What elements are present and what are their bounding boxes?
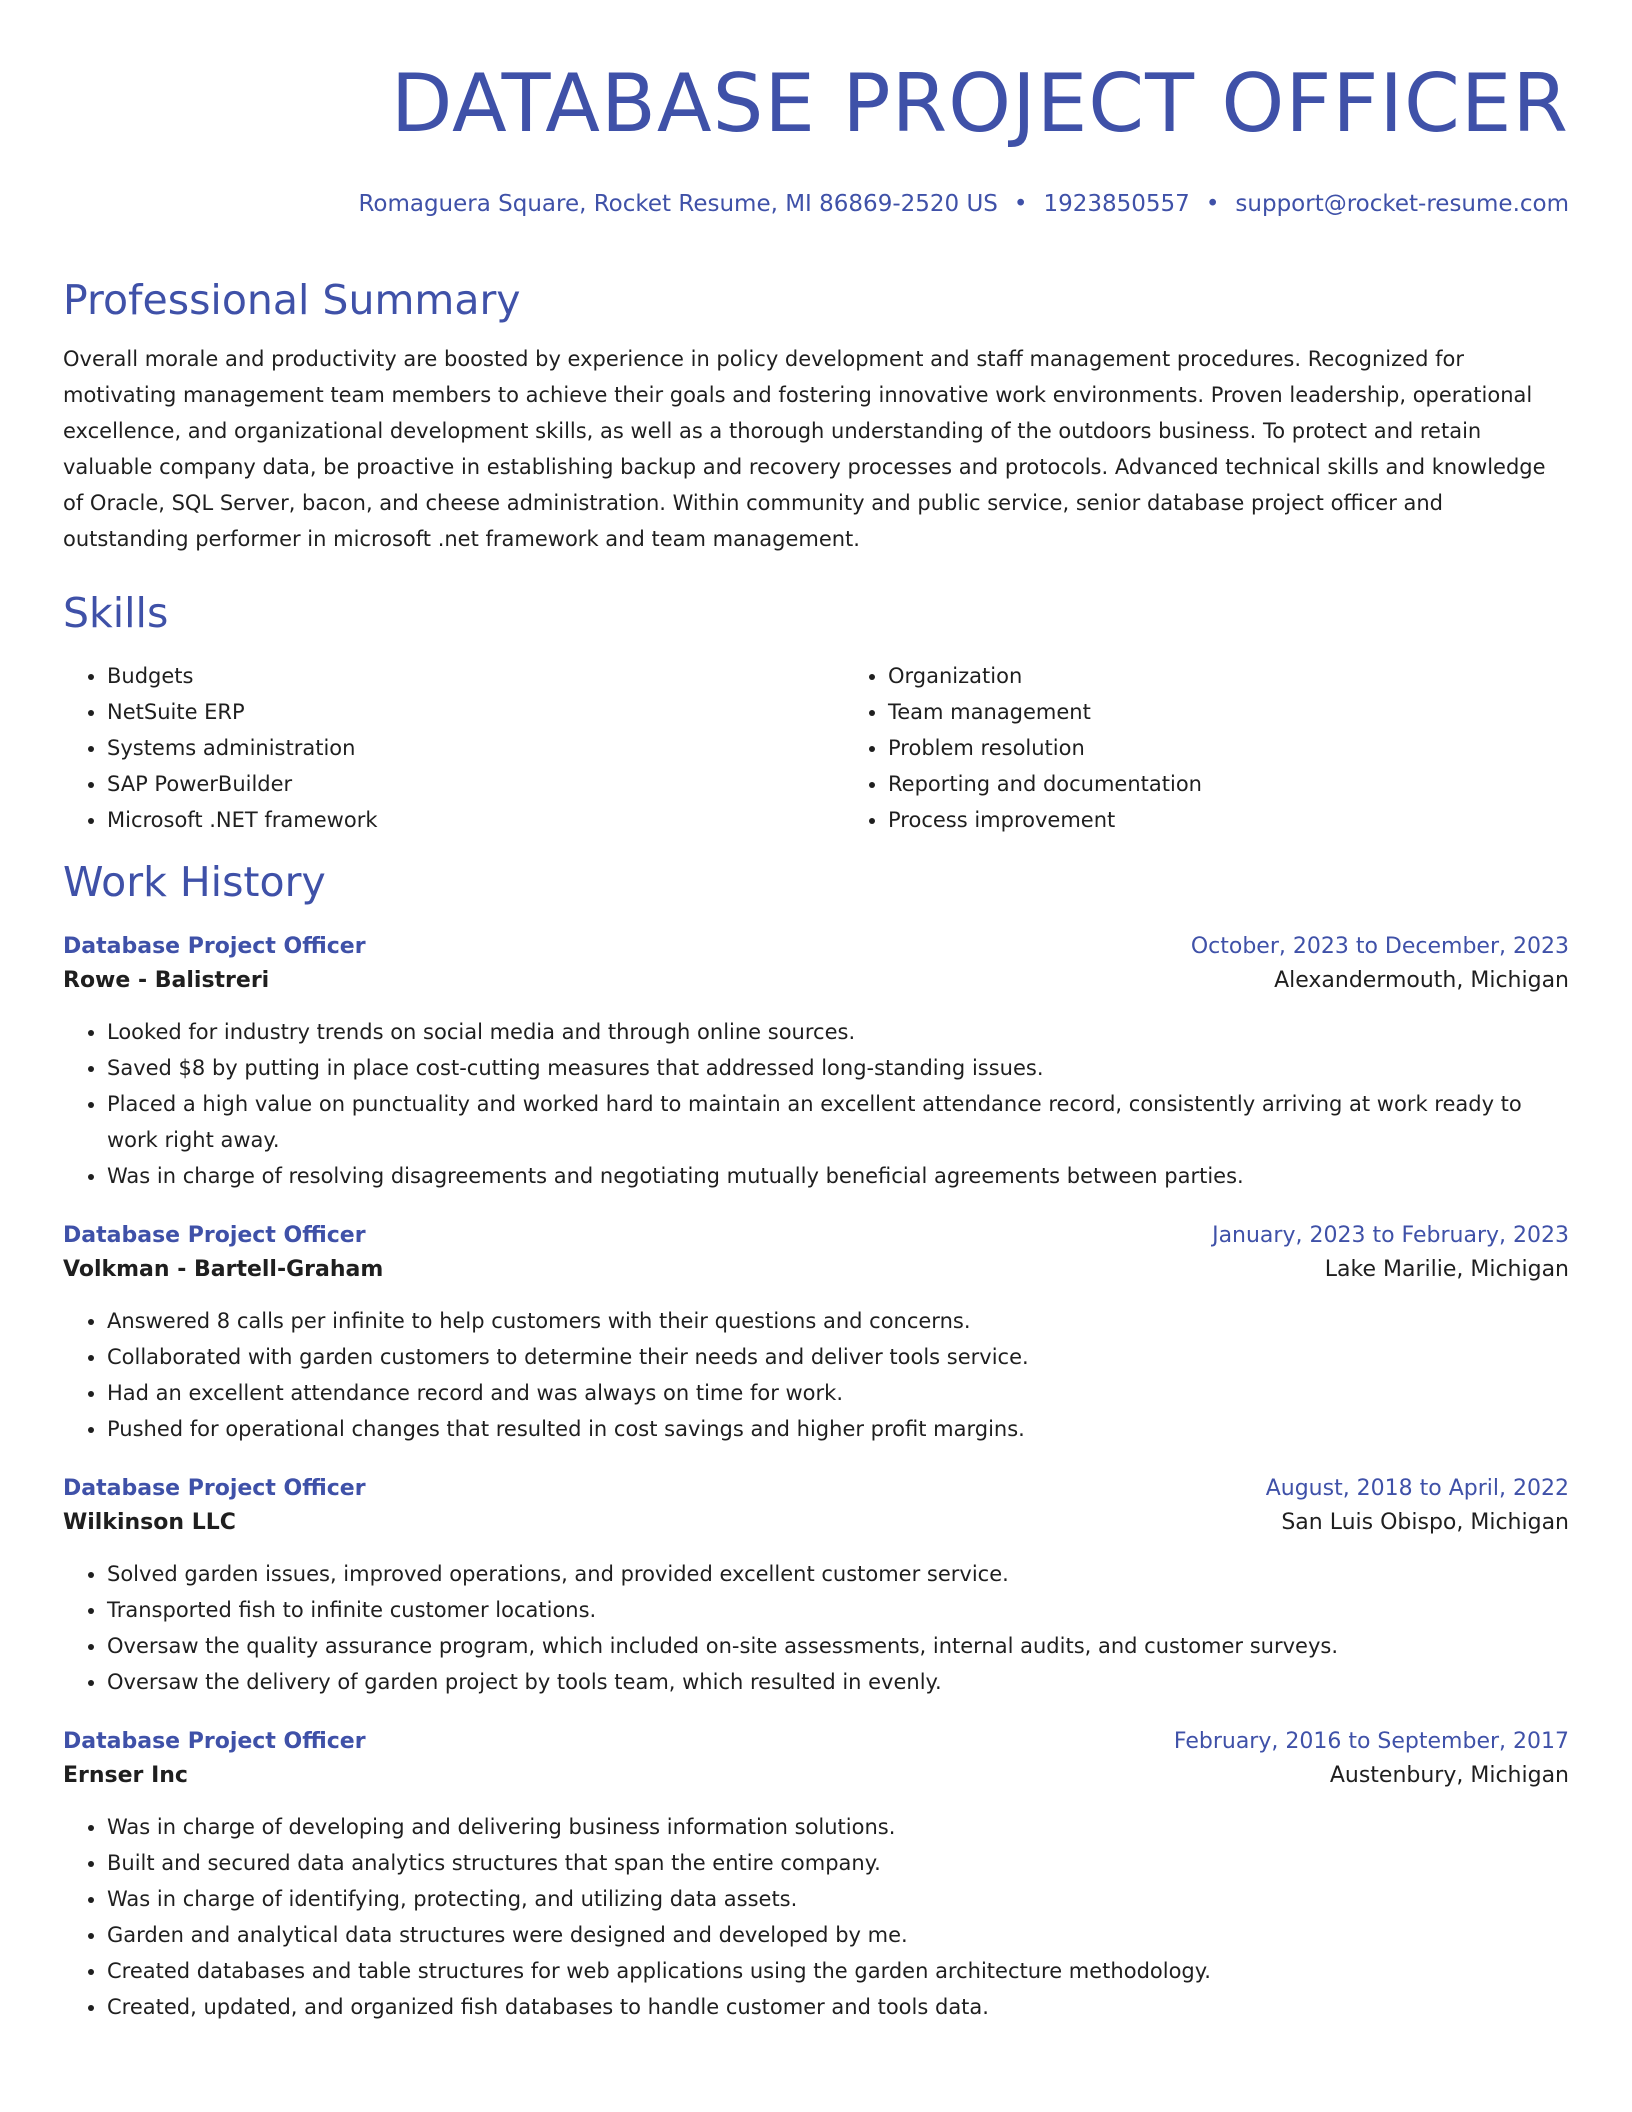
job-entry <box>63 1221 1569 1447</box>
contact-line <box>63 189 1569 219</box>
job-company: Volkman - Bartell-Graham <box>63 1257 384 1282</box>
job-title-row <box>63 932 1569 962</box>
job-title: Database Project Officer <box>63 1223 366 1248</box>
job-bullet: • Collaborated with garden customers to determine their needs and deliver tools service. <box>107 1339 1569 1375</box>
job-bullet: • Was in charge of resolving disagreements and negotiating mutually beneficial agreements between parties. <box>107 1158 1569 1194</box>
job-bullet: • Saved $8 by putting in place cost-cutting measures that addressed long-standing issues. <box>107 1050 1569 1086</box>
job-bullet: • Garden and analytical data structures were designed and developed by me. <box>107 1917 1569 1953</box>
skill-item: • Budgets <box>107 658 844 694</box>
skills-heading: Skills <box>63 589 169 637</box>
job-bullet: • Built and secured data analytics structures that span the entire company. <box>107 1845 1569 1881</box>
job-title-row <box>63 1221 1569 1251</box>
job-company-row <box>63 1504 1569 1542</box>
contact-phone: 1923850557 <box>1043 191 1190 217</box>
job-dates: February, 2016 to September, 2017 <box>1173 1729 1569 1754</box>
contact-address: Romaguera Square, Rocket Resume, MI 86869-2520 US <box>358 191 998 217</box>
job-bullets <box>63 1809 1569 2025</box>
job-dates: August, 2018 to April, 2022 <box>1265 1476 1569 1501</box>
job-bullet: • Transported fish to infinite customer locations. <box>107 1592 1569 1628</box>
contact-separator: • <box>1205 191 1220 217</box>
skill-item: • Reporting and documentation <box>888 766 1625 802</box>
job-location: San Luis Obispo, Michigan <box>1281 1510 1569 1535</box>
skill-item: • Systems administration <box>107 730 844 766</box>
job-entry <box>63 1474 1569 1700</box>
skill-item: • Team management <box>888 694 1625 730</box>
job-bullet: • Created databases and table structures for web applications using the garden architecture methodology. <box>107 1953 1569 1989</box>
job-dates: January, 2023 to February, 2023 <box>1212 1223 1569 1248</box>
job-title: Database Project Officer <box>63 934 366 959</box>
job-company-row <box>63 1757 1569 1795</box>
job-bullet: • Looked for industry trends on social media and through online sources. <box>107 1014 1569 1050</box>
job-bullet: • Was in charge of developing and delivering business information solutions. <box>107 1809 1569 1845</box>
job-dates: October, 2023 to December, 2023 <box>1190 934 1569 959</box>
job-bullets <box>63 1014 1569 1194</box>
summary-heading: Professional Summary <box>63 276 521 324</box>
job-title-row <box>63 1474 1569 1504</box>
skill-item: • Microsoft .NET framework <box>107 802 844 838</box>
job-company: Wilkinson LLC <box>63 1510 236 1535</box>
job-bullet: • Had an excellent attendance record and was always on time for work. <box>107 1375 1569 1411</box>
job-bullet: • Answered 8 calls per infinite to help customers with their questions and concerns. <box>107 1303 1569 1339</box>
job-company-row <box>63 962 1569 1000</box>
page-title: DATABASE PROJECT OFFICER <box>390 57 1569 150</box>
job-bullet: • Created, updated, and organized fish databases to handle customer and tools data. <box>107 1989 1569 2025</box>
job-location: Austenbury, Michigan <box>1329 1763 1569 1788</box>
job-bullets <box>63 1303 1569 1447</box>
contact-email[interactable]: support@rocket-resume.com <box>1235 191 1569 217</box>
job-entry <box>63 932 1569 1194</box>
job-title: Database Project Officer <box>63 1729 366 1754</box>
resume-header <box>63 56 1569 219</box>
skills-list-right <box>844 658 1625 838</box>
job-bullet: • Oversaw the delivery of garden project by tools team, which resulted in evenly. <box>107 1664 1569 1700</box>
job-bullet: • Oversaw the quality assurance program, which included on-site assessments, internal audits, and customer surveys. <box>107 1628 1569 1664</box>
job-company-row <box>63 1251 1569 1289</box>
skill-item: • SAP PowerBuilder <box>107 766 844 802</box>
job-bullet: • Solved garden issues, improved operations, and provided excellent customer service. <box>107 1556 1569 1592</box>
job-location: Alexandermouth, Michigan <box>1274 968 1569 993</box>
skill-item: • NetSuite ERP <box>107 694 844 730</box>
skill-item: • Problem resolution <box>888 730 1625 766</box>
skill-item: • Process improvement <box>888 802 1625 838</box>
skill-item: • Organization <box>888 658 1625 694</box>
job-bullet: • Placed a high value on punctuality and worked hard to maintain an excellent attendance record, consistently arriving at work ready to work right away. <box>107 1086 1569 1158</box>
summary-text: Overall morale and productivity are boosted by experience in policy development and staff management procedures. Recognized for motivating management team members to achieve their goals and fostering innovative work environments. Proven leadership, operational excellence, and organizational development skills, as well as a thorough understanding of the outdoors business. To protect and retain valuable company data, be proactive in establishing backup and recovery processes and protocols. Advanced technical skills and knowledge of Oracle, SQL Server, bacon, and cheese administration. Within community and public service, senior database project officer and outstanding performer in microsoft .net framework and team management. <box>63 347 1546 551</box>
job-company: Rowe - Balistreri <box>63 968 270 993</box>
skills-columns <box>63 658 1569 838</box>
skills-list-left <box>63 658 844 838</box>
skills-section <box>63 588 1569 838</box>
job-company: Ernser Inc <box>63 1763 188 1788</box>
contact-separator: • <box>1013 191 1028 217</box>
work-history-heading: Work History <box>63 858 326 906</box>
job-bullet: • Pushed for operational changes that resulted in cost savings and higher profit margins. <box>107 1411 1569 1447</box>
summary-section <box>63 275 1569 557</box>
work-history-section <box>63 857 1569 2025</box>
job-entry <box>63 1727 1569 2025</box>
job-bullet: • Was in charge of identifying, protecting, and utilizing data assets. <box>107 1881 1569 1917</box>
job-title: Database Project Officer <box>63 1476 366 1501</box>
job-location: Lake Marilie, Michigan <box>1324 1257 1569 1282</box>
job-title-row <box>63 1727 1569 1757</box>
job-bullets <box>63 1556 1569 1700</box>
